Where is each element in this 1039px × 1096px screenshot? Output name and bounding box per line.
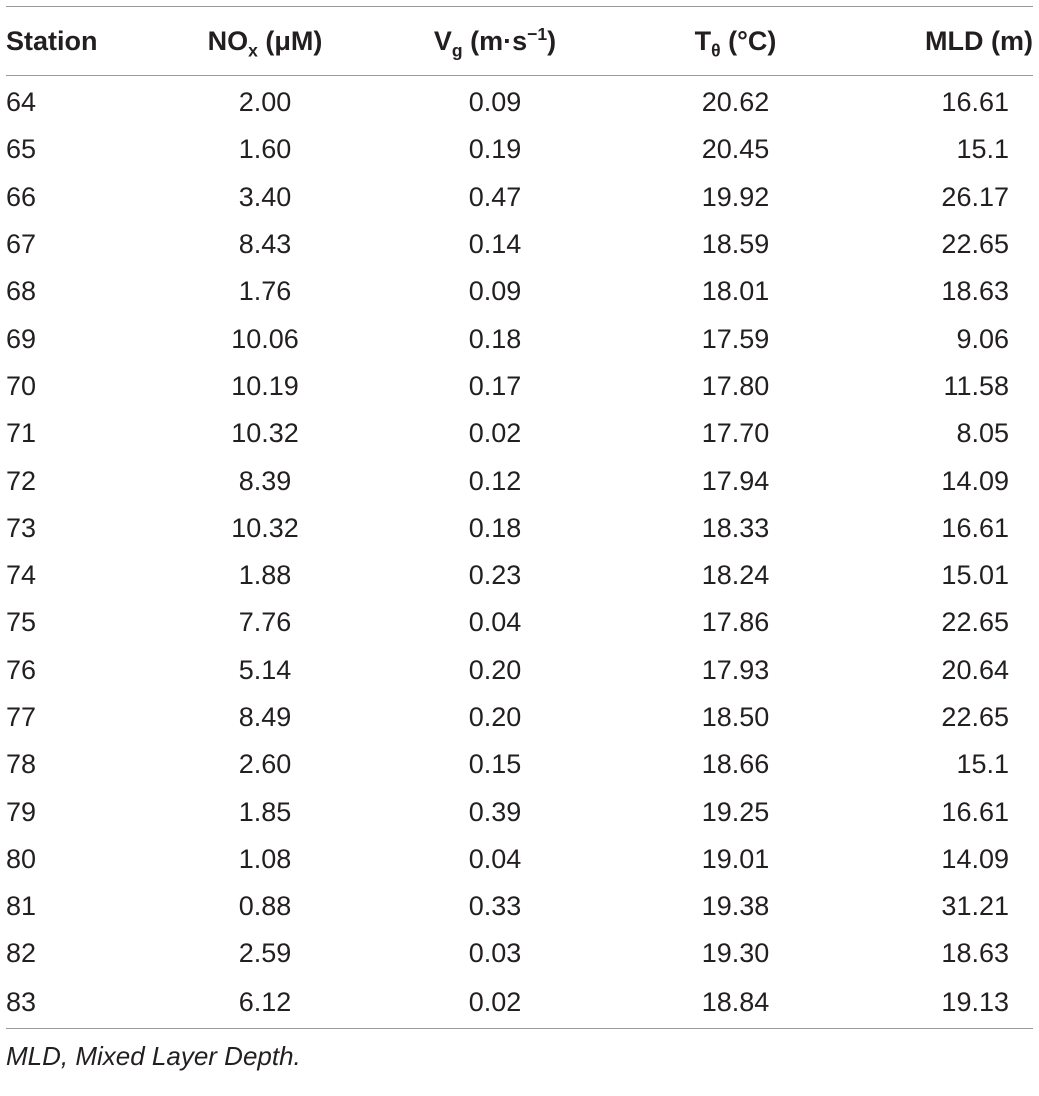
header-station: Station xyxy=(6,7,154,76)
cell-vg: 0.02 xyxy=(364,978,598,1029)
cell-mld: 9.06 xyxy=(956,323,1009,354)
header-nox: $NO_x$ (μM) xyxy=(154,7,364,76)
table-row xyxy=(6,315,1033,362)
cell-vg: 0.12 xyxy=(468,465,522,496)
cell-nox: 1.85 xyxy=(238,796,292,827)
cell-mld: 14.09 xyxy=(941,465,1009,496)
cell-mld: 15.1 xyxy=(956,749,1009,780)
table-row xyxy=(6,76,1033,127)
cell-station: 64 xyxy=(6,87,37,118)
cell-nox: 7.76 xyxy=(238,607,292,638)
cell-temperature: 18.50 xyxy=(701,702,770,732)
cell-mld: 16.61 xyxy=(941,512,1009,543)
cell-temperature: 18.01 xyxy=(701,276,770,307)
cell-temperature: 19.92 xyxy=(701,181,770,212)
table-row xyxy=(6,978,1033,1029)
cell-vg: 0.17 xyxy=(468,370,522,401)
table-row xyxy=(6,788,1033,835)
cell-station: 82 xyxy=(6,938,37,969)
cell-temperature: 17.80 xyxy=(701,370,770,401)
cell-nox: 10.06 xyxy=(231,323,299,354)
cell-nox: 10.32 xyxy=(231,418,299,449)
cell-temperature: 17.70 xyxy=(701,418,770,449)
cell-temperature: 17.59 xyxy=(701,323,770,354)
cell-vg: 0.09 xyxy=(468,87,522,118)
table-row xyxy=(6,694,1033,741)
cell-station: 65 xyxy=(6,134,37,165)
table-row xyxy=(6,457,1033,504)
cell-vg: 0.18 xyxy=(468,512,522,543)
cell-station: 74 xyxy=(6,560,37,591)
table-row xyxy=(6,268,1033,315)
table-row xyxy=(6,363,1033,410)
cell-vg: 0.04 xyxy=(468,843,522,874)
cell-vg: 0.04 xyxy=(468,607,522,638)
cell-station: 79 xyxy=(6,796,37,827)
table-row xyxy=(6,741,1033,788)
cell-nox: 0.88 xyxy=(238,891,292,922)
cell-nox: 10.32 xyxy=(231,512,299,543)
cell-station: 76 xyxy=(6,654,37,685)
cell-station: 77 xyxy=(6,702,37,732)
table-row xyxy=(6,552,1033,599)
cell-mld: 15.1 xyxy=(956,134,1009,165)
cell-mld: 14.09 xyxy=(941,843,1009,874)
cell-station: 81 xyxy=(6,891,37,922)
cell-nox: 1.60 xyxy=(238,134,292,165)
header-row xyxy=(6,7,1033,76)
cell-temperature: 17.94 xyxy=(701,465,770,496)
cell-station: 67 xyxy=(6,229,37,260)
cell-mld: 11.58 xyxy=(943,370,1009,401)
cell-mld: 15.01 xyxy=(941,560,1009,591)
cell-nox: 1.88 xyxy=(238,560,292,591)
cell-temperature: 18.33 xyxy=(701,512,770,543)
table-row xyxy=(6,883,1033,930)
cell-station: 78 xyxy=(6,749,37,780)
cell-temperature: 18.66 xyxy=(701,749,770,780)
cell-vg: 0.19 xyxy=(468,134,522,165)
cell-vg: 0.09 xyxy=(468,276,522,307)
cell-mld: 19.13 xyxy=(837,978,1033,1029)
cell-station: 83 xyxy=(6,978,154,1029)
cell-station: 73 xyxy=(6,512,37,543)
data-table xyxy=(6,6,1033,1029)
cell-vg: 0.18 xyxy=(468,323,522,354)
cell-temperature: 19.25 xyxy=(701,796,770,827)
cell-mld: 18.63 xyxy=(941,276,1009,307)
cell-nox: 3.40 xyxy=(238,181,292,212)
cell-nox: 6.12 xyxy=(154,978,364,1029)
cell-mld: 16.61 xyxy=(941,796,1009,827)
cell-station: 66 xyxy=(6,181,37,212)
cell-temperature: 20.62 xyxy=(701,87,770,118)
table-row xyxy=(6,174,1033,221)
cell-nox: 5.14 xyxy=(238,654,292,685)
table-footnote: MLD, Mixed Layer Depth. xyxy=(6,1040,301,1071)
table-row xyxy=(6,647,1033,694)
cell-station: 69 xyxy=(6,323,37,354)
cell-nox: 10.19 xyxy=(231,370,299,401)
header-mld: MLD (m) xyxy=(837,7,1033,76)
table-row xyxy=(6,599,1033,646)
cell-vg: 0.03 xyxy=(468,938,522,969)
cell-nox: 1.08 xyxy=(238,843,292,874)
cell-nox: 2.60 xyxy=(238,749,292,780)
cell-temperature: 18.24 xyxy=(701,560,770,591)
table-row xyxy=(6,930,1033,977)
cell-mld: 22.65 xyxy=(941,229,1009,260)
data-table-container xyxy=(6,6,1033,1072)
table-row xyxy=(6,221,1033,268)
cell-vg: 0.20 xyxy=(468,702,522,732)
table-row xyxy=(6,410,1033,457)
cell-temperature: 19.30 xyxy=(701,938,770,969)
cell-mld: 22.65 xyxy=(941,607,1009,638)
table-row xyxy=(6,836,1033,883)
cell-temperature: 18.59 xyxy=(701,229,770,260)
cell-mld: 8.05 xyxy=(956,418,1009,449)
cell-vg: 0.02 xyxy=(468,418,522,449)
cell-temperature: 19.38 xyxy=(701,891,770,922)
cell-mld: 20.64 xyxy=(941,654,1009,685)
cell-nox: 8.39 xyxy=(238,465,292,496)
cell-station: 70 xyxy=(6,370,37,401)
cell-station: 75 xyxy=(6,607,37,638)
cell-nox: 8.43 xyxy=(238,229,292,260)
cell-temperature: 19.01 xyxy=(701,843,770,874)
table-row xyxy=(6,505,1033,552)
cell-mld: 16.61 xyxy=(941,87,1009,118)
cell-vg: 0.20 xyxy=(468,654,522,685)
cell-temperature: 18.84 xyxy=(598,978,837,1029)
table-row xyxy=(6,126,1033,173)
table-body xyxy=(6,76,1033,1029)
cell-mld: 22.65 xyxy=(941,702,1009,732)
cell-mld: 18.63 xyxy=(941,938,1009,969)
cell-temperature: 20.45 xyxy=(701,134,770,165)
cell-nox: 2.59 xyxy=(238,938,292,969)
cell-vg: 0.23 xyxy=(468,560,522,591)
cell-nox: 2.00 xyxy=(238,87,292,118)
header-temperature: $T_\theta$ (°C) xyxy=(598,7,837,76)
cell-vg: 0.39 xyxy=(468,796,522,827)
cell-nox: 8.49 xyxy=(238,702,292,732)
cell-mld: 26.17 xyxy=(941,181,1009,212)
cell-vg: 0.33 xyxy=(468,891,522,922)
cell-vg: 0.47 xyxy=(468,181,522,212)
cell-station: 80 xyxy=(6,843,37,874)
cell-station: 72 xyxy=(6,465,37,496)
cell-mld: 31.21 xyxy=(941,891,1009,922)
header-vg: $V_g$ $(m\cdot s^{-1})$ xyxy=(364,7,598,76)
cell-vg: 0.14 xyxy=(468,229,522,260)
cell-temperature: 17.93 xyxy=(701,654,770,685)
cell-nox: 1.76 xyxy=(238,276,292,307)
cell-station: 71 xyxy=(6,418,37,449)
cell-temperature: 17.86 xyxy=(701,607,770,638)
cell-station: 68 xyxy=(6,276,37,307)
cell-vg: 0.15 xyxy=(468,749,522,780)
